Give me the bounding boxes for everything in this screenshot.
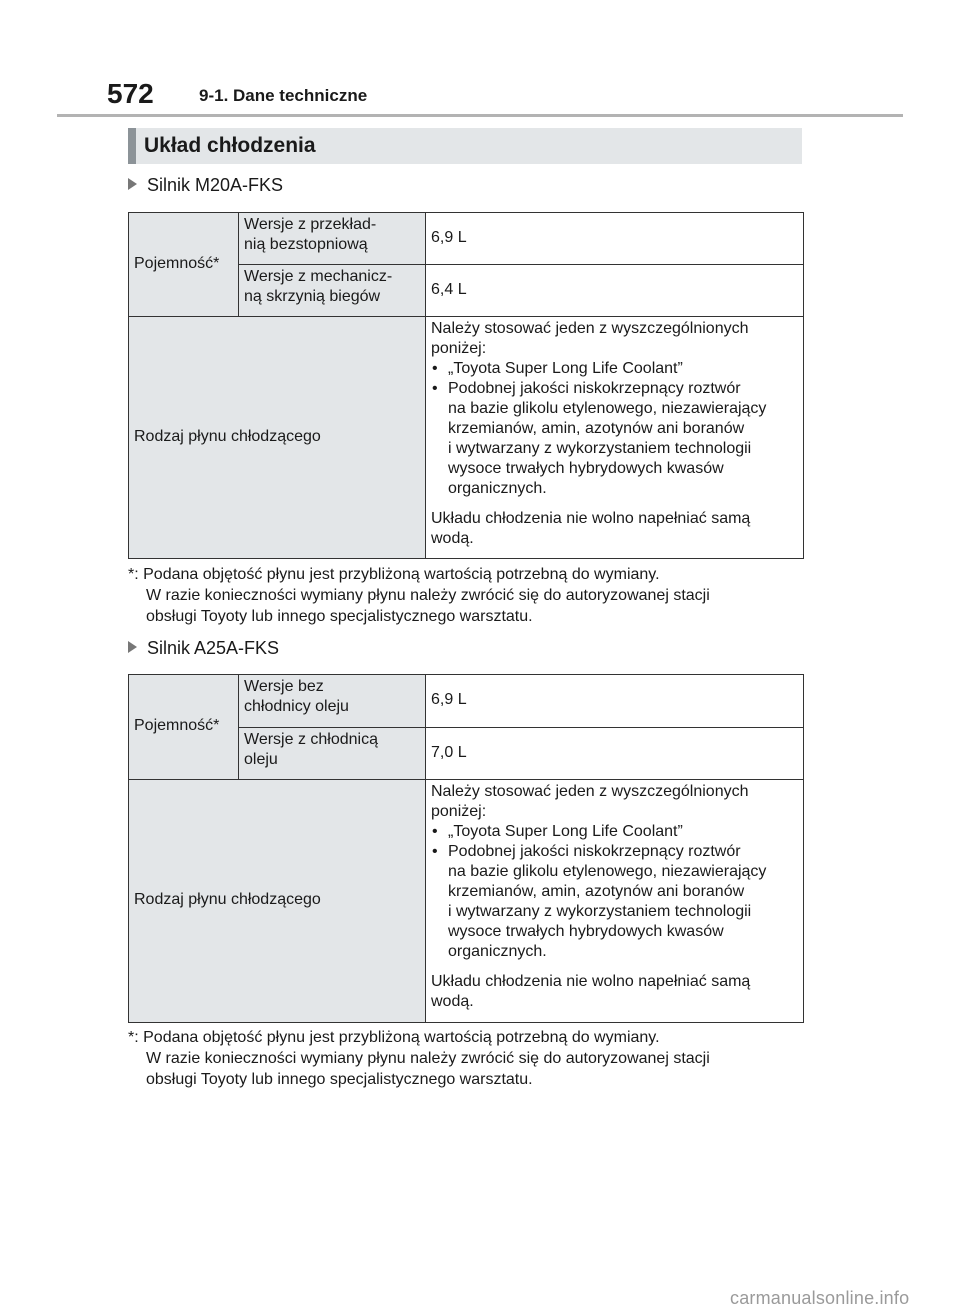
- capacity-label: Pojemność*: [129, 675, 239, 780]
- triangle-bullet-icon: [128, 641, 137, 653]
- capacity-value: 7,0 L: [426, 728, 804, 780]
- engine-label-m20a: [128, 175, 283, 196]
- engine-name: Silnik A25A-FKS: [147, 638, 280, 658]
- coolant-bullet-line: na bazie glikolu etylenowego, niezawierający: [448, 863, 767, 880]
- chapter-title: 9-1. Dane techniczne: [199, 86, 368, 105]
- coolant-type-description: [426, 780, 804, 1023]
- table-row: [129, 675, 804, 728]
- variant-label-line: Wersje z mechanicz-: [244, 268, 393, 285]
- capacity-value: 6,4 L: [426, 265, 804, 317]
- coolant-bullet-line: wysoce trwałych hybrydowych kwasów: [448, 923, 724, 940]
- triangle-bullet-icon: [128, 178, 137, 190]
- coolant-intro-line: Należy stosować jeden z wyszczególnionych: [431, 320, 749, 337]
- coolant-bullet-line: organicznych.: [448, 943, 547, 960]
- coolant-type-label: Rodzaj płynu chłodzącego: [129, 317, 426, 559]
- coolant-bullet-line: krzemianów, amin, azotynów ani boranów: [448, 420, 745, 437]
- variant-label-line: nią bezstopniową: [244, 236, 368, 253]
- coolant-bullet-line: • Podobnej jakości niskokrzepnący roztwór: [448, 843, 741, 860]
- table-row: [129, 317, 804, 559]
- footnote-line: *: Podana objętość płynu jest przybliżoną wartością potrzebną do wymiany.: [128, 1029, 660, 1046]
- footnote-line: W razie konieczności wymiany płynu należy zwrócić się do autoryzowanej stacji: [146, 1050, 710, 1067]
- capacity-label: Pojemność*: [129, 213, 239, 317]
- coolant-bullet: [431, 379, 798, 499]
- coolant-bullet-line: krzemianów, amin, azotynów ani boranów: [448, 883, 745, 900]
- footnote-m20a: [128, 564, 804, 627]
- coolant-table-a25a: [128, 674, 804, 1023]
- coolant-intro-line: poniżej:: [431, 340, 487, 357]
- section-heading: [128, 128, 802, 164]
- table-row: [129, 780, 804, 1023]
- engine-name: Silnik M20A-FKS: [147, 175, 284, 195]
- coolant-bullet-line: i wytwarzany z wykorzystaniem technologii: [448, 440, 752, 457]
- page-header: [57, 78, 903, 117]
- variant-label: [239, 265, 426, 317]
- coolant-bullet-line: • Podobnej jakości niskokrzepnący roztwór: [448, 380, 741, 397]
- coolant-intro-line: poniżej:: [431, 803, 487, 820]
- variant-label: [239, 675, 426, 728]
- engine-label-a25a: [128, 638, 279, 659]
- coolant-type-description: [426, 317, 804, 559]
- coolant-bullet-line: organicznych.: [448, 480, 547, 497]
- table-row: [129, 213, 804, 265]
- variant-label-line: ną skrzynią biegów: [244, 288, 381, 305]
- variant-label-line: chłodnicy oleju: [244, 698, 349, 715]
- coolant-warning-line: wodą.: [431, 993, 474, 1010]
- coolant-intro-line: Należy stosować jeden z wyszczególnionych: [431, 783, 749, 800]
- variant-label-line: Wersje z przekład-: [244, 216, 377, 233]
- variant-label-line: Wersje bez: [244, 678, 324, 695]
- coolant-table-m20a: [128, 212, 804, 559]
- coolant-bullet-line: i wytwarzany z wykorzystaniem technologii: [448, 903, 752, 920]
- coolant-type-label: Rodzaj płynu chłodzącego: [129, 780, 426, 1023]
- watermark: carmanualsonline.info: [730, 1288, 910, 1308]
- footnote-line: obsługi Toyoty lub innego specjalistycznego warsztatu.: [146, 1071, 533, 1088]
- coolant-bullet: • „Toyota Super Long Life Coolant”: [431, 822, 798, 842]
- footnote-a25a: [128, 1027, 804, 1090]
- section-title: Układ chłodzenia: [144, 134, 316, 157]
- variant-label: [239, 728, 426, 780]
- coolant-bullet-line: wysoce trwałych hybrydowych kwasów: [448, 460, 724, 477]
- coolant-warning-line: wodą.: [431, 530, 474, 547]
- capacity-value: 6,9 L: [426, 213, 804, 265]
- capacity-value: 6,9 L: [426, 675, 804, 728]
- coolant-bullet: • „Toyota Super Long Life Coolant”: [431, 359, 798, 379]
- coolant-warning-line: Układu chłodzenia nie wolno napełniać samą: [431, 973, 751, 990]
- footnote-line: *: Podana objętość płynu jest przybliżoną wartością potrzebną do wymiany.: [128, 566, 660, 583]
- footnote-line: obsługi Toyoty lub innego specjalistycznego warsztatu.: [146, 608, 533, 625]
- coolant-bullet-line: na bazie glikolu etylenowego, niezawierający: [448, 400, 767, 417]
- coolant-warning-line: Układu chłodzenia nie wolno napełniać samą: [431, 510, 751, 527]
- coolant-bullet: [431, 842, 798, 962]
- variant-label: [239, 213, 426, 265]
- footnote-line: W razie konieczności wymiany płynu należy zwrócić się do autoryzowanej stacji: [146, 587, 710, 604]
- variant-label-line: oleju: [244, 751, 278, 768]
- page-number: 572: [107, 78, 154, 109]
- variant-label-line: Wersje z chłodnicą: [244, 731, 378, 748]
